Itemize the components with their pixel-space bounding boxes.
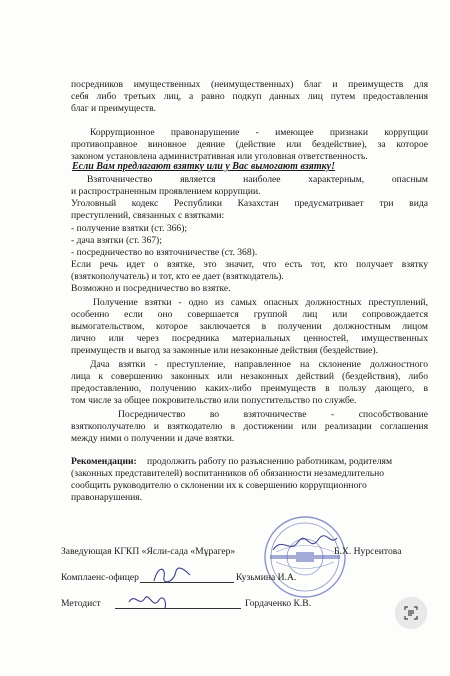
bribery-line: Возможно и посредничество во взятке. [71, 283, 231, 294]
bribery-line: Уголовный кодекс Республики Казахстан предусматривает три вида [71, 198, 428, 209]
signature-name: Кузьмина И.А. [236, 572, 297, 583]
section-heading: Если Вам предлагают взятку или у Вас вымогают взятку! [72, 161, 336, 172]
giving-line: том числе за общее покровительство или попустительство по службе. [71, 395, 357, 406]
definition-line: законом установлена административная или уголовная ответственность. [71, 151, 368, 162]
mediation-line: взяткополучателю и взяткодателю в достижении или реализации соглашения [71, 421, 428, 432]
signature-name: Гордаченко К.В. [245, 598, 312, 609]
receiving-line: Получение взятки - одно из самых опасных должностных преступлений, [93, 297, 428, 308]
intro-line: себя либо третьих лиц, а равно подкуп данных лиц путем предоставления [71, 91, 428, 102]
mediation-line: между ними о получении и даче взятки. [71, 433, 235, 444]
signature-role: Комплаенс-офицер [61, 572, 139, 583]
receiving-line: особенно если оно совершается группой лиц или сопровождается [71, 309, 428, 320]
recommendations-label: Рекомендации: [71, 456, 137, 467]
scan-button[interactable] [396, 598, 426, 628]
giving-line: предоставлению, получению каких-либо преимуществ в пользу дающего, в [71, 383, 428, 394]
recommendations-line: (законных представителей) воспитанников об обязанности незамедлительно [71, 468, 385, 479]
bribery-line: и распространенным проявлением коррупции. [71, 186, 261, 197]
recommendations-line: продолжить работу по разъяснению работникам, родителям [147, 456, 393, 467]
signature-role: Методист [61, 598, 101, 609]
bribery-line: Если речь идет о взятке, это значит, что есть тот, кто получает взятку [71, 259, 428, 270]
recommendations-line: правонарушения. [71, 492, 143, 503]
definition-line: противоправное виновное деяние (действие или бездействие), за которое [71, 139, 428, 150]
intro-line: благ и преимуществ. [71, 103, 157, 114]
signature-role: Заведующая КГКП «Ясли-сада «Мұрагер» [61, 546, 236, 557]
signature-scribble [150, 563, 194, 587]
bribery-list-item: - дача взятки (ст. 367); [71, 235, 162, 246]
bribery-list-item: - получение взятки (ст. 366); [71, 223, 188, 234]
receiving-line: лично или через посредника материальных ценностей, имущественных [71, 333, 428, 344]
signature-scribble [270, 532, 340, 558]
bribery-line: (взяткополучатель) и тот, кто ее дает (взяткодатель). [71, 271, 284, 282]
scan-document-icon [403, 605, 419, 621]
receiving-line: вымогательством, которое заключается в получении должностным лицом [71, 321, 428, 332]
mediation-line: Посредничество во взяточничестве - способствование [118, 409, 428, 420]
bribery-line: Взяточничество является наиболее характерным, опасным [87, 174, 428, 185]
definition-line: Коррупционное правонарушение - имеющее признаки коррупции [90, 127, 428, 138]
signature-scribble [125, 588, 169, 614]
giving-line: Дача взятки - преступление, направленное на склонение должностного [90, 359, 428, 370]
recommendations-line: сообщить руководителю о склонении их к совершению коррупционного [71, 480, 367, 491]
bribery-list-item: - посредничество во взяточничестве (ст. 368). [71, 247, 258, 258]
signature-name: Б.Х. Нурсеитова [334, 546, 402, 557]
bribery-line: преступлений, связанных с взятками: [71, 210, 225, 221]
giving-line: лица к совершению законных или незаконных действий (бездействия), либо [71, 371, 428, 382]
intro-line: посредников имущественных (неимущественных) благ и преимуществ для [71, 79, 428, 90]
receiving-line: преимуществ и выгод за законные или незаконные действия (бездействие). [71, 345, 379, 356]
